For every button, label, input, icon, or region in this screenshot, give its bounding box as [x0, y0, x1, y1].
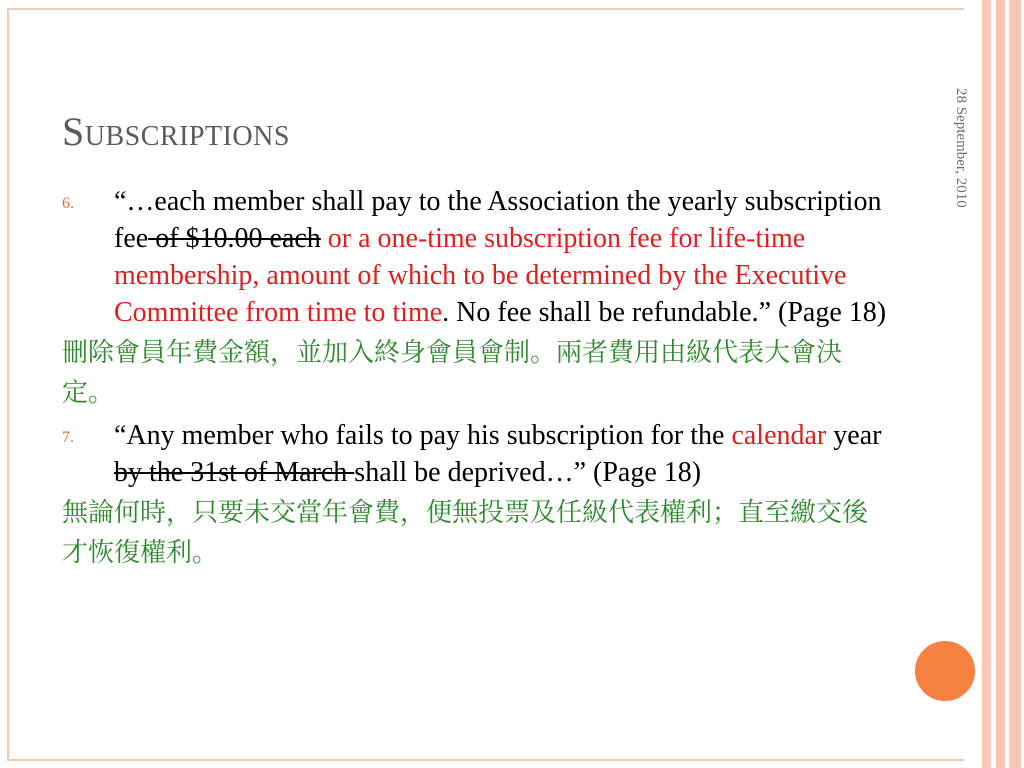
slide-content	[62, 183, 892, 577]
stripe-3	[1009, 0, 1021, 768]
list-item-7	[62, 417, 892, 491]
item-number: 7.	[62, 429, 74, 446]
list-item-6	[62, 183, 892, 331]
item-text: year	[826, 420, 882, 451]
decorative-stripes	[964, 0, 1024, 768]
item-text: . No fee shall be refundable.” (Page 18)	[442, 297, 887, 328]
stripe-1	[982, 0, 991, 768]
item-number: 6.	[62, 195, 74, 212]
slide-date: 28 September, 2010	[953, 88, 969, 208]
inserted-text: or a one-time subscription fee for life-time membership, amount of which to be determined by the Executive Committee from time to time	[114, 223, 847, 328]
item-text: shall be deprived…” (Page 18)	[354, 457, 702, 488]
struck-text: by the 31st of March	[114, 457, 355, 488]
struck-text: of $10.00 each	[148, 223, 321, 254]
inserted-text: calendar	[731, 420, 827, 451]
chinese-note: 無論何時，只要未交當年會費，便無投票及任級代表權利；直至繳交後才恢復權利。	[62, 498, 869, 568]
stripe-2	[996, 0, 1005, 768]
decorative-circle	[914, 640, 976, 702]
chinese-note: 刪除會員年費金額，並加入終身會員會制。兩者費用由級代表大會決定。	[62, 338, 843, 408]
item-text: “…each member shall pay to the Association the yearly subscription fee	[114, 186, 882, 254]
item-text: “Any member who fails to pay his subscription for the	[114, 420, 732, 451]
slide-title: Subscriptions	[62, 109, 290, 154]
